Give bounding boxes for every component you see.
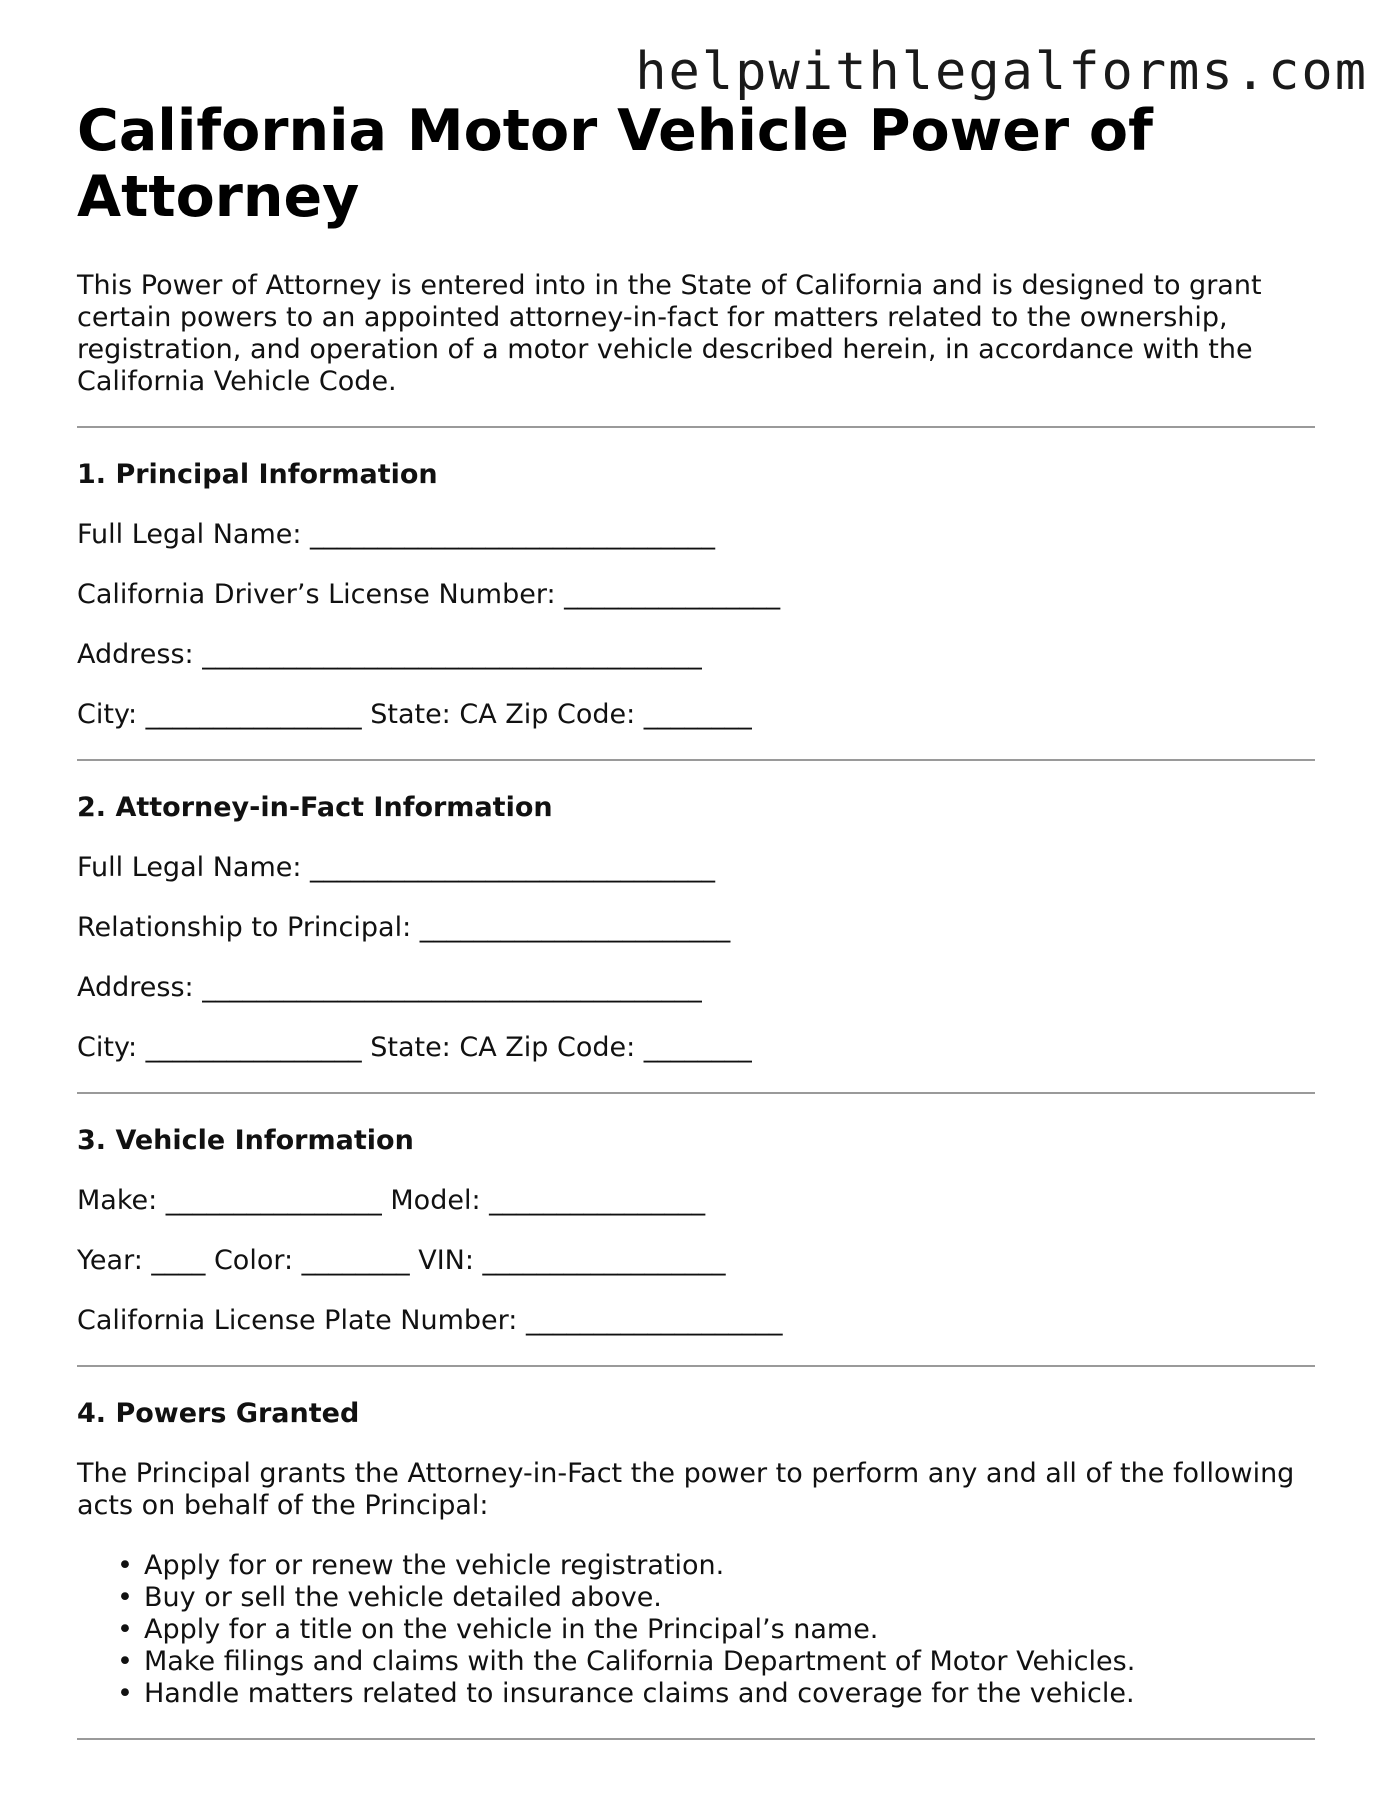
principal-heading: 1. Principal Information [77,459,438,490]
principal-license-field[interactable]: California Driver’s License Number: ________________ [77,579,781,610]
list-item: • Handle matters related to insurance claims and coverage for the vehicle. [77,1678,1315,1710]
list-item: • Apply for or renew the vehicle registration. [77,1550,1315,1582]
attorney-name-field[interactable]: Full Legal Name: ______________________________ [77,852,716,883]
attorney-city-state-zip-field[interactable]: City: ________________ State: CA Zip Code: ________ [77,1032,752,1063]
powers-intro: The Principal grants the Attorney-in-Fact the power to perform any and all of the following acts on behalf of the Principal: [77,1458,1295,1521]
attorney-relationship-field[interactable]: Relationship to Principal: _______________________ [77,912,731,943]
section-divider [77,426,1315,428]
site-watermark: helpwithlegalforms.com [635,42,1368,102]
principal-section [77,459,1315,731]
principal-address-field[interactable]: Address: _____________________________________ [77,639,702,670]
attorney-heading: 2. Attorney-in-Fact Information [77,792,553,823]
document-title: California Motor Vehicle Power of Attorney [77,98,1153,230]
powers-list [77,1550,1315,1710]
vehicle-plate-field[interactable]: California License Plate Number: ___________________ [77,1305,783,1336]
list-item: • Buy or sell the vehicle detailed above. [77,1582,1315,1614]
attorney-section [77,792,1315,1064]
vehicle-heading: 3. Vehicle Information [77,1125,414,1156]
powers-section [77,1398,1315,1710]
principal-name-field[interactable]: Full Legal Name: ______________________________ [77,519,716,550]
list-item: • Make filings and claims with the California Department of Motor Vehicles. [77,1646,1315,1678]
vehicle-section [77,1125,1315,1337]
section-divider [77,1092,1315,1094]
attorney-address-field[interactable]: Address: _____________________________________ [77,972,702,1003]
list-item: • Apply for a title on the vehicle in the Principal’s name. [77,1614,1315,1646]
document-page [77,98,1315,1740]
section-divider [77,759,1315,761]
vehicle-make-model-field[interactable]: Make: ________________ Model: ________________ [77,1185,706,1216]
intro-paragraph: This Power of Attorney is entered into in the State of California and is designed to grant certain powers to an appointed attorney-in-fact for matters related to the ownership, registration, and operation of a motor vehicle described herein, in accordance with the California Vehicle Code. [77,270,1262,397]
powers-heading: 4. Powers Granted [77,1398,360,1429]
vehicle-year-color-vin-field[interactable]: Year: ____ Color: ________ VIN: __________________ [77,1245,726,1276]
section-divider [77,1365,1315,1367]
section-divider [77,1738,1315,1740]
principal-city-state-zip-field[interactable]: City: ________________ State: CA Zip Code: ________ [77,699,752,730]
